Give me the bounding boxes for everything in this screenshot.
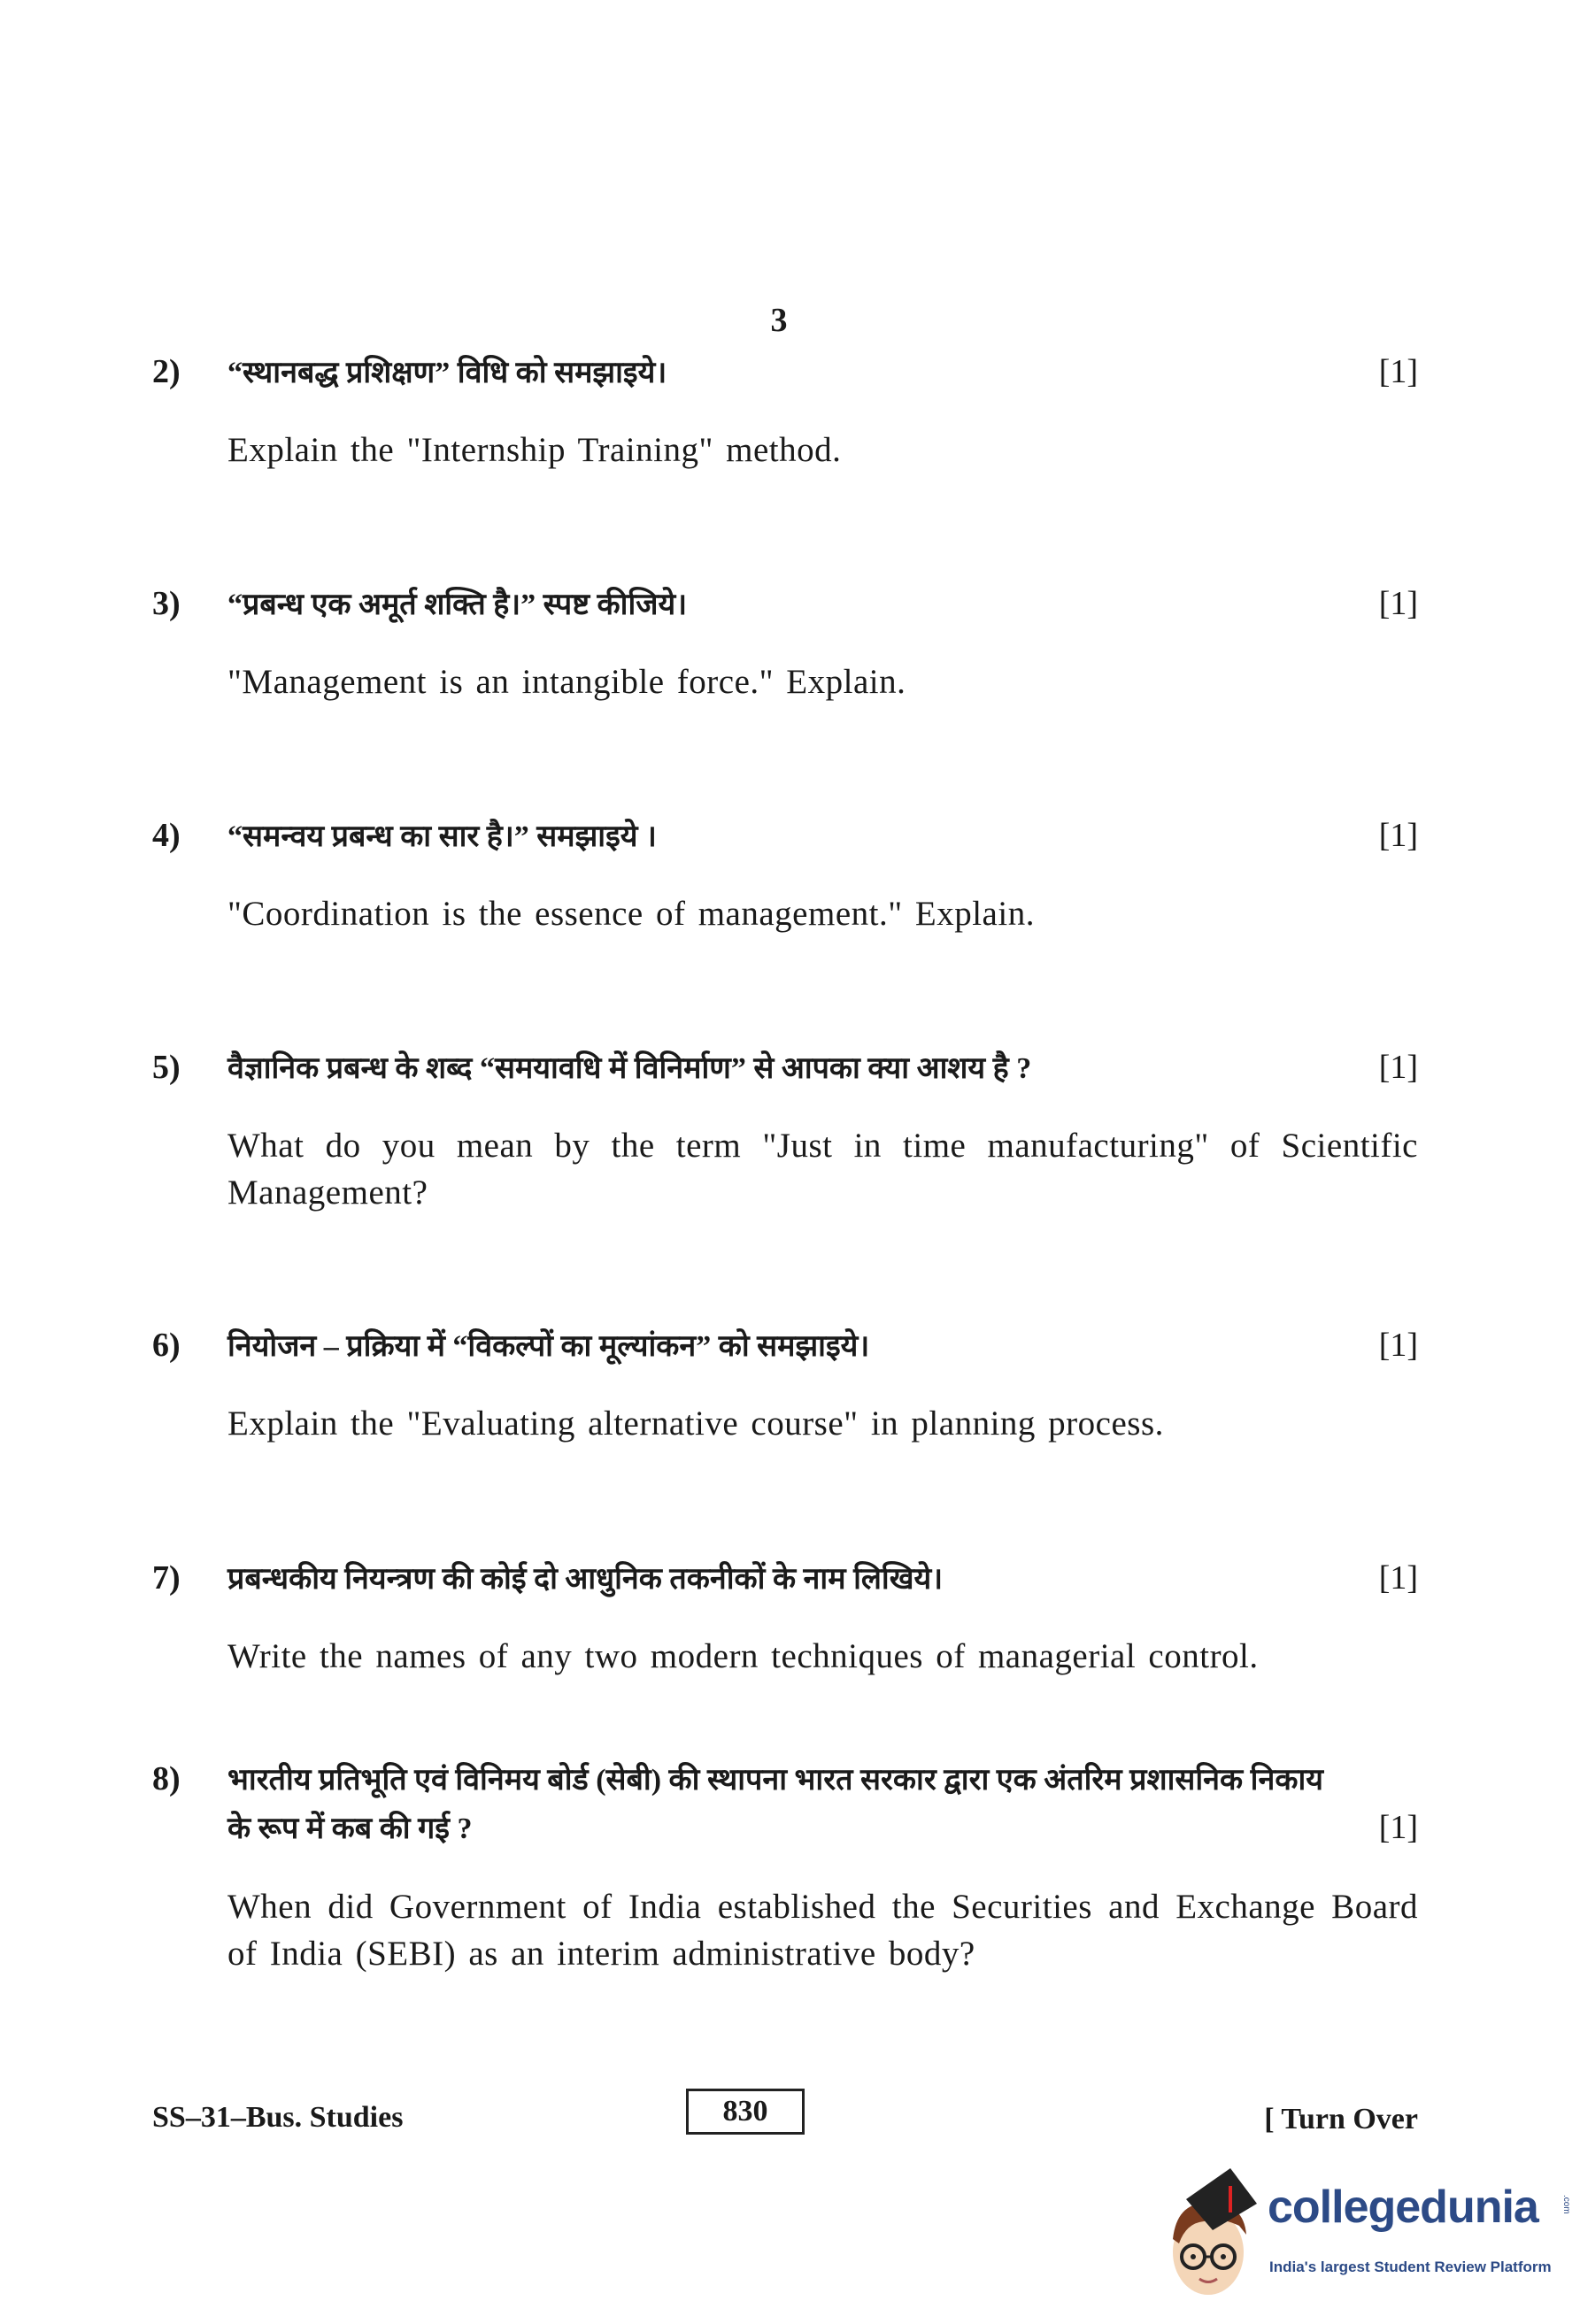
question-number: 2) — [152, 353, 181, 390]
question-number: 8) — [152, 1760, 181, 1797]
question-marks: [1] — [1378, 353, 1418, 390]
question-marks: [1] — [1378, 1049, 1418, 1086]
question-number: 5) — [152, 1049, 181, 1086]
question-english: "Management is an intangible force." Explain. — [227, 663, 906, 701]
question-hindi: “समन्वय प्रबन्ध का सार है।” समझाइये । — [227, 820, 657, 853]
logo-brand: collegedunia — [1268, 2182, 1538, 2233]
question-hindi: प्रबन्धकीय नियन्त्रण की कोई दो आधुनिक तकनीकों के नाम लिखिये। — [227, 1563, 944, 1596]
question-marks: [1] — [1378, 1327, 1418, 1364]
question-number: 4) — [152, 817, 181, 854]
paper-code-box: 830 — [686, 2089, 805, 2135]
question-hindi: “स्थानबद्ध प्रशिक्षण” विधि को समझाइये। — [227, 357, 667, 389]
question-marks: [1] — [1378, 1559, 1418, 1597]
question-hindi: नियोजन – प्रक्रिया में “विकल्पों का मूल्यांकन” को समझाइये। — [227, 1330, 870, 1363]
question-english: Explain the "Internship Training" method. — [227, 431, 842, 469]
question-number: 7) — [152, 1559, 181, 1597]
logo-tagline: India's largest Student Review Platform — [1269, 2259, 1552, 2275]
question-english: What do you mean by the term "Just in time manufacturing" of Scientific Management? — [227, 1127, 1418, 1212]
question-number: 6) — [152, 1327, 181, 1364]
question-hindi: भारतीय प्रतिभूति एवं विनिमय बोर्ड (सेबी) की स्थापना भारत सरकार द्वारा एक अंतरिम प्रशासनिक निकाय के रूप में कब की गई ? — [227, 1764, 1323, 1845]
collegedunia-logo — [1160, 2168, 1576, 2301]
question-hindi: वैज्ञानिक प्रबन्ध के शब्द “समयावधि में विनिर्माण” से आपका क्या आशय है ? — [227, 1052, 1032, 1085]
question-marks: [1] — [1378, 585, 1418, 622]
question-number: 3) — [152, 585, 181, 622]
student-mascot-icon — [1160, 2168, 1266, 2301]
question-hindi: “प्रबन्ध एक अमूर्त शक्ति है।” स्पष्ट कीजिये। — [227, 589, 688, 621]
turn-over-label: [ Turn Over — [1264, 2103, 1418, 2135]
logo-suffix: .com — [1561, 2195, 1571, 2214]
question-english: Write the names of any two modern techniques of managerial control. — [227, 1637, 1259, 1675]
question-marks: [1] — [1378, 1809, 1418, 1846]
question-english: "Coordination is the essence of management." Explain. — [227, 895, 1035, 933]
question-english: Explain the "Evaluating alternative course" in planning process. — [227, 1404, 1164, 1443]
page-number: 3 — [770, 302, 788, 339]
question-english: When did Government of India established the Securities and Exchange Board of India (SEBI) as an interim administrative body? — [227, 1888, 1418, 1973]
paper-code: SS–31–Bus. Studies — [152, 2101, 404, 2134]
question-marks: [1] — [1378, 817, 1418, 854]
